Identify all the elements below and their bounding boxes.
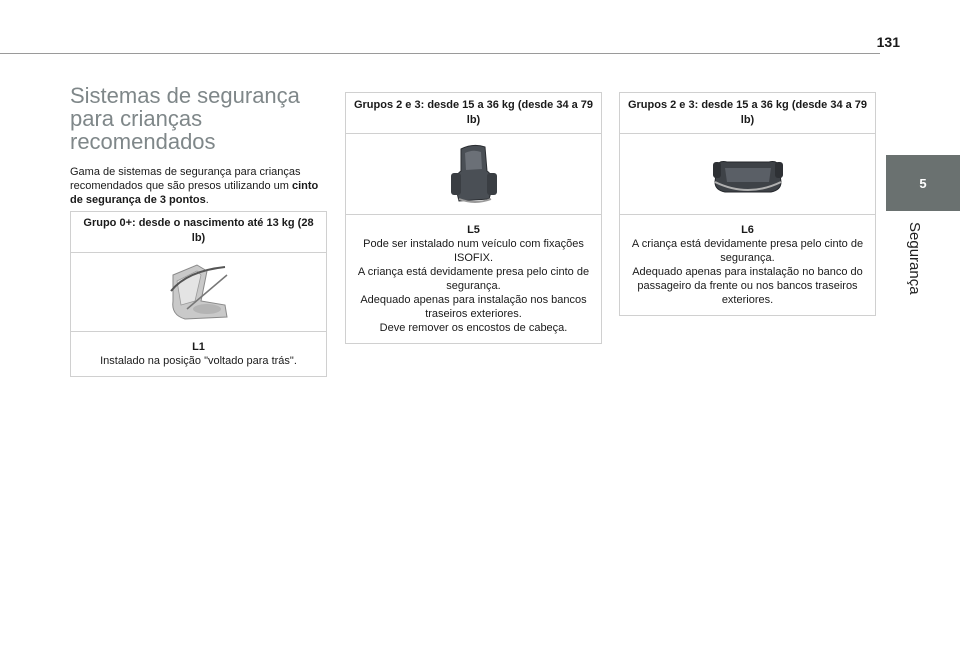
card-header: Grupos 2 e 3: desde 15 a 36 kg (desde 34 a 79 lb) — [620, 93, 875, 134]
description-line: Adequado apenas para instalação nos bancos traseiros exteriores. — [360, 294, 587, 320]
intro-bold: cinto de segurança de 3 pontos — [70, 180, 319, 206]
card-body — [346, 215, 601, 343]
booster-seat-image — [346, 134, 601, 215]
chapter-number: 5 — [919, 175, 927, 191]
page-title: Sistemas de segurança para crianças recomendados — [70, 83, 300, 154]
seat-card-l1 — [70, 211, 327, 377]
seat-code: L1 — [192, 341, 205, 353]
seat-card-l6 — [619, 92, 876, 316]
intro-column — [70, 84, 326, 207]
card-body — [71, 332, 326, 376]
intro-paragraph — [70, 165, 326, 207]
card-header: Grupo 0+: desde o nascimento até 13 kg (28 lb) — [71, 212, 326, 253]
intro-end: . — [205, 194, 209, 206]
chapter-label: Segurança — [906, 222, 923, 295]
seat-code: L6 — [741, 224, 754, 236]
page-number: 131 — [876, 34, 900, 50]
intro-text: Gama de sistemas de segurança para crianças recomendados que são presos utilizando um — [70, 166, 301, 192]
description-line: A criança está devidamente presa pelo cinto de segurança. — [357, 266, 590, 292]
description-line: Deve remover os encostos de cabeça. — [379, 322, 568, 334]
description-line: Pode ser instalado num veículo com fixações ISOFIX. — [363, 238, 584, 264]
card-body — [620, 215, 875, 315]
card-header: Grupos 2 e 3: desde 15 a 36 kg (desde 34 a 79 lb) — [346, 93, 601, 134]
description-line: Adequado apenas para instalação no banco do passageiro da frente ou nos bancos traseiros exteriores. — [632, 266, 863, 306]
booster-cushion-image — [620, 134, 875, 215]
seat-code: L5 — [467, 224, 480, 236]
description-line: Instalado na posição "voltado para trás". — [100, 355, 297, 367]
description-line: A criança está devidamente presa pelo cinto de segurança. — [631, 238, 864, 264]
header-rule — [0, 53, 880, 54]
seat-card-l5 — [345, 92, 602, 344]
infant-carrier-image — [71, 253, 326, 332]
chapter-tab[interactable] — [886, 155, 960, 211]
